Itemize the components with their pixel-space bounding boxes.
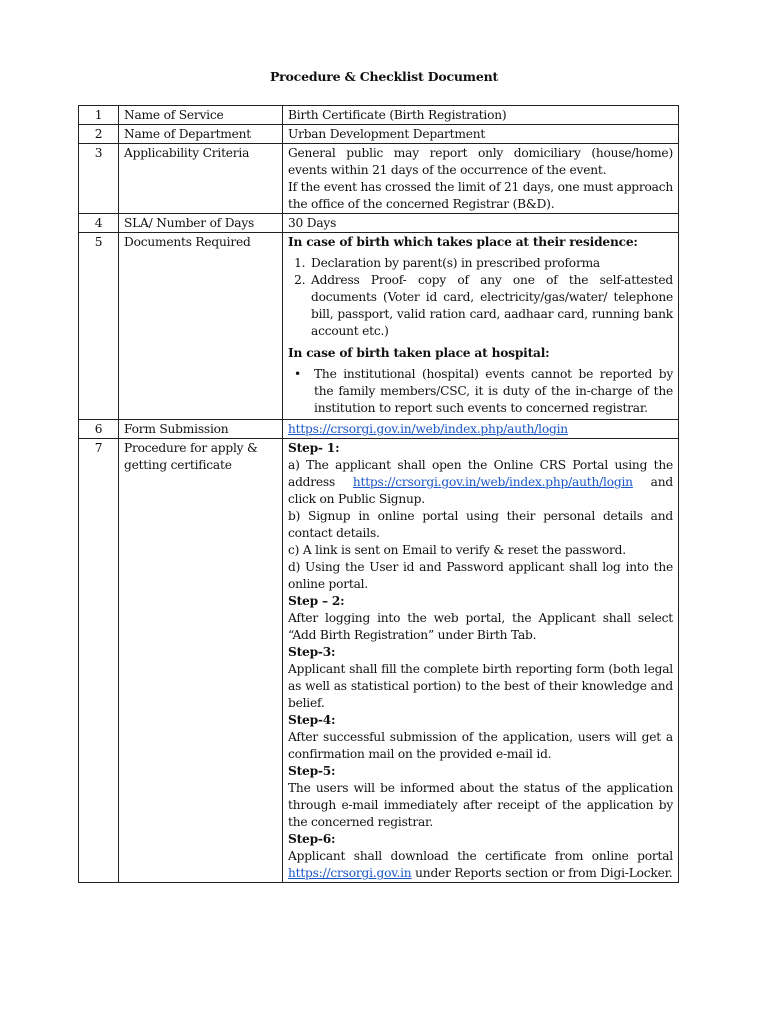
step-text-part: a) The applicant shall open the Online CRS Portal using the address <box>288 458 673 489</box>
crs-home-link[interactable]: https://crsorgi.gov.in <box>288 866 412 880</box>
row-value <box>283 233 679 420</box>
table-row <box>79 439 679 883</box>
row-number: 2 <box>79 125 119 144</box>
row-number: 3 <box>79 144 119 214</box>
row-number: 4 <box>79 214 119 233</box>
step-text <box>288 848 673 882</box>
row-value: Birth Certificate (Birth Registration) <box>283 106 679 125</box>
row-label: Applicability Criteria <box>119 144 283 214</box>
table-row <box>79 233 679 420</box>
row-label: SLA/ Number of Days <box>119 214 283 233</box>
row-label: Procedure for apply & getting certificate <box>119 439 283 883</box>
table-row <box>79 420 679 439</box>
row-value <box>283 420 679 439</box>
step-text-part: Applicant shall download the certificate from online portal <box>288 849 673 863</box>
step-text <box>288 457 673 508</box>
step-heading: Step-4: <box>288 713 336 727</box>
row-value: 30 Days <box>283 214 679 233</box>
row-label: Documents Required <box>119 233 283 420</box>
applicability-text: General public may report only domiciliary (house/home) events within 21 days of the occurrence of the event. <box>288 146 673 177</box>
row-value: Urban Development Department <box>283 125 679 144</box>
list-item: 1. Declaration by parent(s) in prescribed proforma <box>309 255 673 272</box>
row-number: 6 <box>79 420 119 439</box>
table-row <box>79 214 679 233</box>
list-item <box>294 366 673 417</box>
step-heading: Step-6: <box>288 832 336 846</box>
step-heading: Step-3: <box>288 645 336 659</box>
list-item: 2. Address Proof- copy of any one of the self-attested documents (Voter id card, electricity/gas/water/ telephone bill, passport, valid ration card, aadhaar card, running bank account etc.) <box>309 272 673 340</box>
document-title: Procedure & Checklist Document <box>269 69 499 84</box>
table-row <box>79 144 679 214</box>
row-label: Name of Service <box>119 106 283 125</box>
row-value <box>283 439 679 883</box>
residence-heading: In case of birth which takes place at their residence: <box>288 235 638 249</box>
hospital-heading: In case of birth taken place at hospital: <box>288 346 550 360</box>
step-text: b) Signup in online portal using their personal details and contact details. <box>288 509 673 540</box>
step-text: The users will be informed about the status of the application through e-mail immediately after receipt of the application by the concerned registrar. <box>288 781 673 829</box>
row-number: 5 <box>79 233 119 420</box>
row-label: Form Submission <box>119 420 283 439</box>
residence-document-list <box>288 255 673 340</box>
step-text-part: under Reports section or from Digi-Locker. <box>415 866 673 880</box>
table-row <box>79 106 679 125</box>
table-row <box>79 125 679 144</box>
step-text: c) A link is sent on Email to verify & reset the password. <box>288 543 626 557</box>
step-text: After successful submission of the application, users will get a confirmation mail on the provided e-mail id. <box>288 730 673 761</box>
bullet-icon: • <box>294 367 301 381</box>
list-item-text: The institutional (hospital) events cannot be reported by the family members/CSC, it is duty of the in-charge of the institution to report such events to concerned registrar. <box>314 367 673 415</box>
hospital-list <box>288 366 673 417</box>
step-heading: Step-5: <box>288 764 336 778</box>
row-number: 1 <box>79 106 119 125</box>
row-value <box>283 144 679 214</box>
step-heading: Step- 1: <box>288 441 340 455</box>
form-submission-link[interactable]: https://crsorgi.gov.in/web/index.php/auth/login <box>288 422 568 436</box>
applicability-text: If the event has crossed the limit of 21 days, one must approach the office of the concerned Registrar (B&D). <box>288 180 673 211</box>
step-heading: Step – 2: <box>288 594 345 608</box>
row-label: Name of Department <box>119 125 283 144</box>
step-text: After logging into the web portal, the Applicant shall select “Add Birth Registration” under Birth Tab. <box>288 611 673 642</box>
step-text: Applicant shall fill the complete birth reporting form (both legal as well as statistical portion) to the best of their knowledge and belief. <box>288 662 673 710</box>
step-text-part: and click on Public Signup. <box>288 475 673 506</box>
crs-portal-link[interactable]: https://crsorgi.gov.in/web/index.php/auth/login <box>352 475 633 489</box>
step-text: d) Using the User id and Password applicant shall log into the online portal. <box>288 560 673 591</box>
row-number: 7 <box>79 439 119 883</box>
checklist-table <box>78 105 679 883</box>
